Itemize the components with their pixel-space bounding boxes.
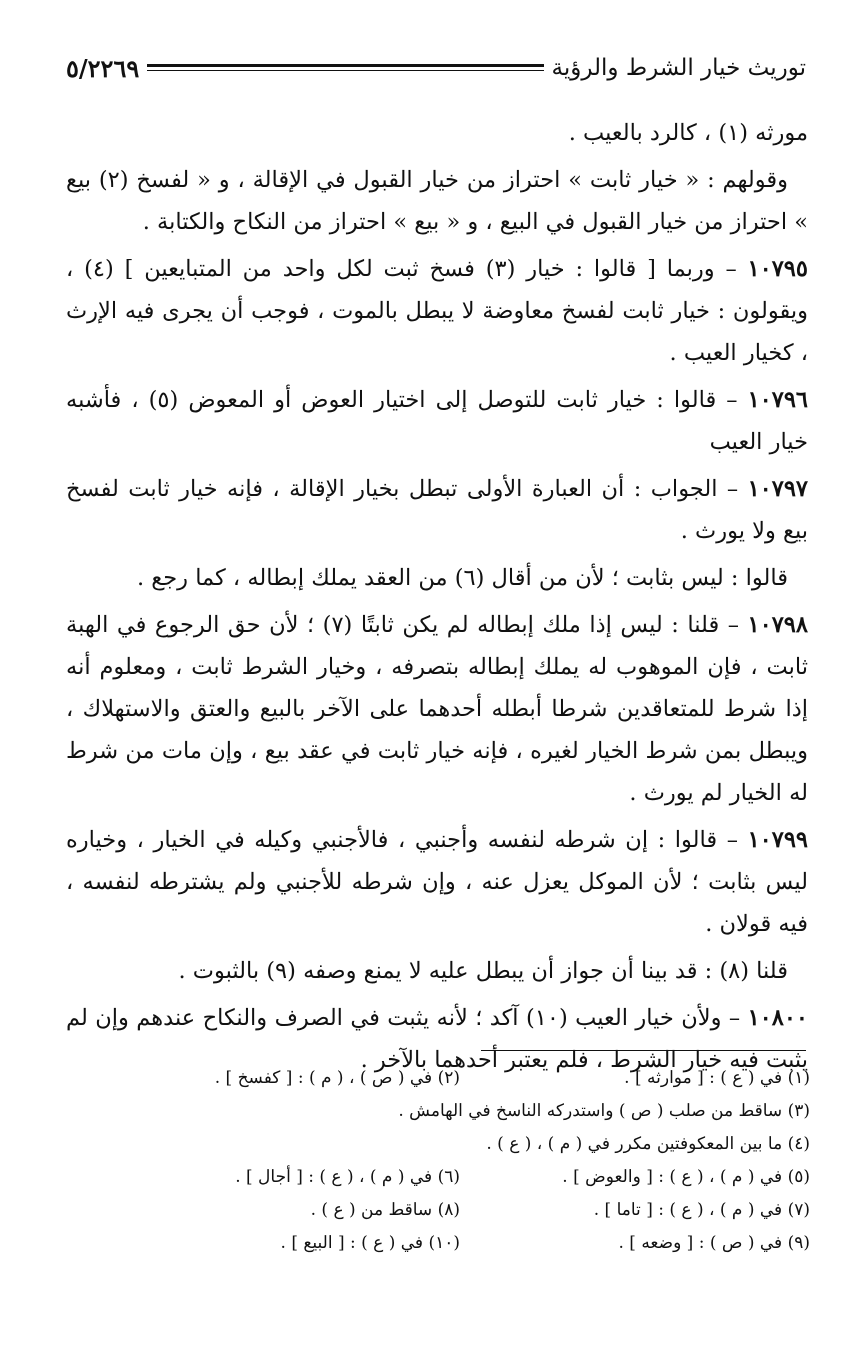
footnote-row xyxy=(110,1161,810,1194)
paragraph-number: ١٠٧٩٥ xyxy=(747,256,808,282)
header-rule-thick xyxy=(147,64,543,67)
page-header xyxy=(66,46,806,90)
numbered-paragraph xyxy=(66,819,808,945)
footnote: (٦) في ( م ) ، ( ع ) : [ أجال ] . xyxy=(235,1167,460,1187)
footnote-row xyxy=(110,1227,810,1260)
running-title: توريث خيار الشرط والرؤية xyxy=(551,55,806,81)
paragraph-text: – ولأن خيار العيب (١٠) آكد ؛ لأنه يثبت في الصرف والنكاح عندهم وإن لم يثبت فيه خيار الشرط ، فلم يعتبر أحدهما بالآخر . xyxy=(66,1005,808,1073)
paragraph-text: – الجواب : أن العبارة الأولى تبطل بخيار الإقالة ، فإنه خيار ثابت لفسخ بيع ولا يورث . xyxy=(66,476,808,544)
footnotes xyxy=(110,1062,810,1260)
footnote-row xyxy=(110,1062,810,1095)
footnote-row xyxy=(110,1095,810,1128)
header-rule-thin xyxy=(147,70,543,71)
footnote: (٥) في ( م ) ، ( ع ) : [ والعوض ] . xyxy=(562,1167,810,1187)
main-text xyxy=(66,112,808,1086)
footnote: (٨) ساقط من ( ع ) . xyxy=(310,1200,460,1220)
header-rule xyxy=(147,63,543,73)
paragraph-text: – قلنا : ليس إذا ملك إبطاله لم يكن ثابتًا (٧) ؛ لأن حق الرجوع في الهبة ثابت ، فإن الموهوب له يملك إبطاله بتصرفه ، وخيار الشرط ثابت ، ومعلوم أنه إذا شرط للمتعاقدين شرطا أبطله أحدهما على الآخر بالبيع والعتق والاستهلاك ، ويبطل بمن شرط الخيار لغيره ، فإنه خيار ثابت في عقد بيع ، وإن مات من شرط له الخيار لم يورث . xyxy=(66,612,808,806)
paragraph xyxy=(66,557,808,599)
paragraph-number: ١٠٧٩٦ xyxy=(747,387,808,413)
paragraph-number: ١٠٧٩٩ xyxy=(747,827,808,853)
paragraph-number: ١٠٨٠٠ xyxy=(747,1005,808,1031)
numbered-paragraph xyxy=(66,604,808,814)
page-number: ٥/٢٢٦٩ xyxy=(66,53,140,83)
paragraph-text: – قالوا : خيار ثابت للتوصل إلى اختيار العوض أو المعوض (٥) ، فأشبه خيار العيب xyxy=(66,387,808,455)
footnote: (٤) ما بين المعكوفتين مكرر في ( م ) ، ( ع ) . xyxy=(486,1134,810,1154)
footnote: (١٠) في ( ع ) : [ البيع ] . xyxy=(280,1233,460,1253)
footnote-separator xyxy=(481,1050,806,1051)
numbered-paragraph xyxy=(66,379,808,463)
footnote-row xyxy=(110,1128,810,1161)
footnote: (٧) في ( م ) ، ( ع ) : [ تاما ] . xyxy=(593,1200,810,1220)
paragraph-text: قلنا (٨) : قد بينا أن جواز أن يبطل عليه لا يمنع وصفه (٩) بالثبوت . xyxy=(178,958,788,984)
footnote-row xyxy=(110,1194,810,1227)
numbered-paragraph xyxy=(66,468,808,552)
footnote: (٩) في ( ص ) : [ وضعه ] . xyxy=(618,1233,810,1253)
paragraph-text: وقولهم : « خيار ثابت » احتراز من خيار القبول في الإقالة ، و « لفسخ (٢) بيع » احتراز من خيار القبول في البيع ، و « بيع » احتراز من النكاح والكتابة . xyxy=(66,167,808,235)
paragraph-number: ١٠٧٩٧ xyxy=(747,476,808,502)
footnote: (٢) في ( ص ) ، ( م ) : [ كفسخ ] . xyxy=(214,1068,460,1088)
paragraph-number: ١٠٧٩٨ xyxy=(747,612,808,638)
footnote: (٣) ساقط من صلب ( ص ) واستدركه الناسخ في الهامش . xyxy=(398,1101,810,1121)
paragraph xyxy=(66,950,808,992)
paragraph-text: – قالوا : إن شرطه لنفسه وأجنبي ، فالأجنبي وكيله في الخيار ، وخياره ليس بثابت ؛ لأن الموكل يعزل عنه ، وإن شرطه للأجنبي ولم يشترطه لنفسه ، فيه قولان . xyxy=(66,827,808,937)
paragraph-text: مورثه (١) ، كالرد بالعيب . xyxy=(568,120,808,146)
paragraph-text: قالوا : ليس بثابت ؛ لأن من أقال (٦) من العقد يملك إبطاله ، كما رجع . xyxy=(136,565,788,591)
paragraph-text: – وربما [ قالوا : خيار (٣) فسخ ثبت لكل واحد من المتبايعين ] (٤) ، ويقولون : خيار ثابت لفسخ معاوضة لا يبطل بالموت ، فوجب أن يجرى فيه الإرث ، كخيار العيب . xyxy=(66,256,808,366)
numbered-paragraph xyxy=(66,248,808,374)
footnote: (١) في ( ع ) : [ موارثه ] . xyxy=(624,1068,810,1088)
paragraph xyxy=(66,112,808,154)
paragraph xyxy=(66,159,808,243)
